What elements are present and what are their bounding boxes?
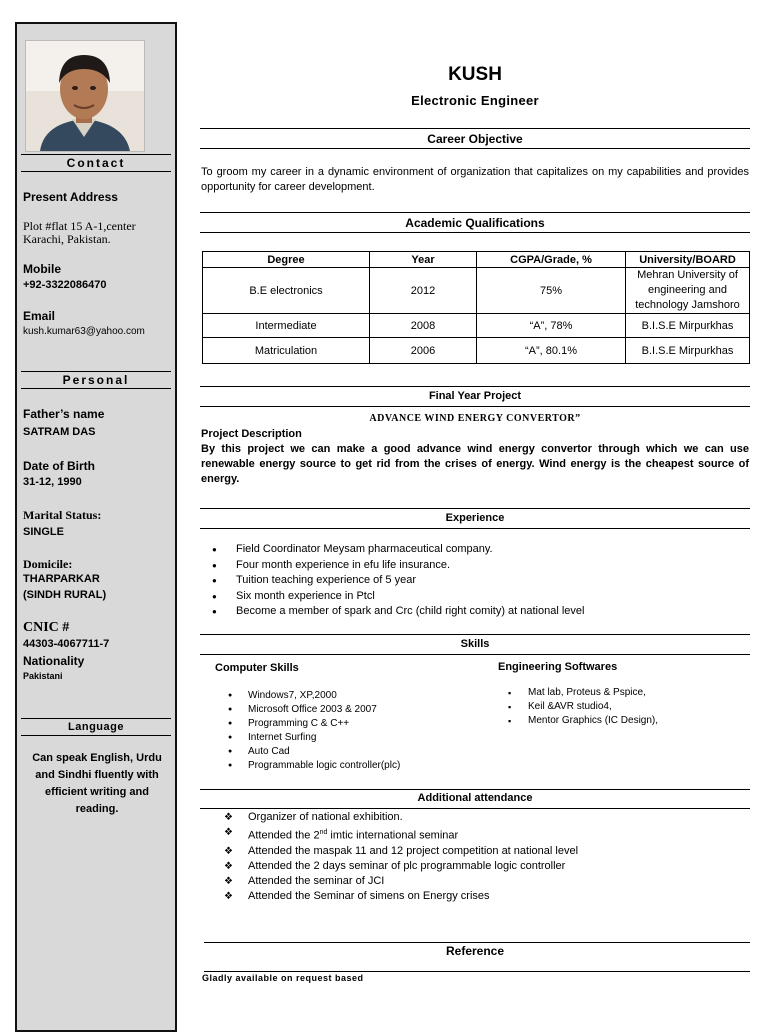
table-cell: 75% xyxy=(477,268,626,314)
dob-label: Date of Birth xyxy=(23,459,95,473)
list-item: ● Field Coordinator Meysam pharmaceutical company. xyxy=(212,542,584,558)
divider xyxy=(200,128,750,129)
sidebar xyxy=(15,22,177,1032)
computer-skills-heading: Computer Skills xyxy=(215,662,299,674)
table-row xyxy=(203,314,750,338)
table-cell: “A”, 80.1% xyxy=(477,338,626,364)
list-item: ● Microsoft Office 2003 & 2007 xyxy=(226,703,400,717)
table-header-row xyxy=(203,252,750,268)
nationality-label: Nationality xyxy=(23,654,85,668)
table-cell: 2008 xyxy=(370,314,477,338)
table-row xyxy=(203,268,750,314)
final-year-project-heading: Final Year Project xyxy=(428,390,522,402)
divider xyxy=(200,528,750,529)
marital-status-label: Marital Status: xyxy=(23,508,102,522)
contact-heading: Contact xyxy=(21,154,171,172)
present-address-label: Present Address xyxy=(23,190,118,204)
address-line-2: Karachi, Pakistan. xyxy=(23,232,111,246)
career-objective-text: To groom my career in a dynamic environment of organization that capitalizes on my capabilities and provides opportunity for career development. xyxy=(201,166,749,193)
email-address: kush.kumar63@yahoo.com xyxy=(23,326,145,337)
father-name-label: Father’s name xyxy=(23,407,105,421)
list-item: ● Internet Surfing xyxy=(226,731,400,745)
table-cell: 2012 xyxy=(370,268,477,314)
divider xyxy=(200,654,750,655)
skills-heading: Skills xyxy=(460,638,490,650)
academic-table xyxy=(202,251,750,364)
list-item: ❖ Attended the seminar of JCI xyxy=(224,874,578,889)
attendance-list xyxy=(224,810,578,904)
list-item: ● Programming C & C++ xyxy=(226,717,400,731)
reference-text: Gladly available on request based xyxy=(202,973,364,983)
divider xyxy=(200,634,750,635)
dob: 31-12, 1990 xyxy=(23,476,82,488)
table-cell: B.I.S.E Mirpurkhas xyxy=(626,338,750,364)
engineering-softwares-list xyxy=(506,686,658,728)
list-item: ● Four month experience in efu life insurance. xyxy=(212,558,584,574)
list-item: ▪ Mat lab, Proteus & Pspice, xyxy=(506,686,658,700)
experience-list xyxy=(212,542,584,620)
table-cell: 2006 xyxy=(370,338,477,364)
table-cell: “A”, 78% xyxy=(477,314,626,338)
attendance-text: imtic international seminar xyxy=(327,829,459,842)
project-title: ADVANCE WIND ENERGY CONVERTOR” xyxy=(369,413,581,424)
profile-photo-image xyxy=(26,41,144,151)
table-cell: Mehran University of engineering and technology Jamshoro xyxy=(626,268,750,314)
column-header: Year xyxy=(370,252,477,268)
domicile-line-1: THARPARKAR xyxy=(23,573,100,585)
computer-skills-list xyxy=(226,689,400,773)
divider xyxy=(200,212,750,213)
domicile-label: Domicile: xyxy=(23,557,73,571)
list-item: ❖ Organizer of national exhibition. xyxy=(224,810,578,825)
table-cell: Matriculation xyxy=(203,338,370,364)
career-objective-heading: Career Objective xyxy=(427,132,523,146)
mobile-label: Mobile xyxy=(23,262,61,276)
table-cell: B.E electronics xyxy=(203,268,370,314)
mobile-number: +92-3322086470 xyxy=(23,279,107,291)
email-label: Email xyxy=(23,309,56,323)
address-line-1: Plot #flat 15 A-1,center xyxy=(23,219,136,233)
table-cell: Intermediate xyxy=(203,314,370,338)
nationality: Pakistani xyxy=(23,671,63,681)
reference-heading: Reference xyxy=(445,944,505,958)
additional-attendance-heading: Additional attendance xyxy=(417,792,533,804)
language-heading: Language xyxy=(21,718,171,736)
candidate-title: Electronic Engineer xyxy=(411,93,539,108)
cnic-number: 44303-4067711-7 xyxy=(23,638,110,650)
table-cell: B.I.S.E Mirpurkhas xyxy=(626,314,750,338)
project-description: By this project we can make a good advance wind energy convertor through which we can use renewable energy source to get rid from the crises of energy. Wind energy is the cheapest source of energy. xyxy=(201,443,749,485)
divider xyxy=(200,406,750,407)
father-name: SATRAM DAS xyxy=(23,426,96,438)
list-item: ❖ Attended the 2 days seminar of plc programmable logic controller xyxy=(224,859,578,874)
attendance-text: Attended the 2 xyxy=(248,829,320,842)
divider xyxy=(200,232,750,233)
list-item: ❖ Attended the maspak 11 and 12 project competition at national level xyxy=(224,844,578,859)
experience-heading: Experience xyxy=(445,512,505,524)
divider xyxy=(200,508,750,509)
divider xyxy=(200,386,750,387)
table-row xyxy=(203,338,750,364)
divider xyxy=(204,942,750,943)
list-item: ● Auto Cad xyxy=(226,745,400,759)
list-item: ● Windows7, XP,2000 xyxy=(226,689,400,703)
list-item: ▪ Keil &AVR studio4, xyxy=(506,700,658,714)
domicile-line-2: (SINDH RURAL) xyxy=(23,589,107,601)
divider xyxy=(200,808,750,809)
divider xyxy=(200,148,750,149)
divider xyxy=(200,789,750,790)
candidate-name: KUSH xyxy=(448,64,502,85)
main-content xyxy=(200,0,750,1024)
engineering-softwares-heading: Engineering Softwares xyxy=(498,661,618,673)
divider xyxy=(204,971,750,972)
column-header: University/BOARD xyxy=(626,252,750,268)
list-item: ● Tuition teaching experience of 5 year xyxy=(212,573,584,589)
cnic-label: CNIC # xyxy=(23,620,70,635)
personal-heading: Personal xyxy=(21,371,171,389)
column-header: CGPA/Grade, % xyxy=(477,252,626,268)
list-item: ● Six month experience in Ptcl xyxy=(212,589,584,605)
academic-heading: Academic Qualifications xyxy=(405,216,545,230)
column-header: Degree xyxy=(203,252,370,268)
ordinal-suffix: nd xyxy=(319,829,328,836)
profile-photo xyxy=(25,40,145,152)
marital-status: SINGLE xyxy=(23,526,64,538)
list-item: ▪ Mentor Graphics (IC Design), xyxy=(506,714,658,728)
list-item xyxy=(224,825,578,844)
list-item: ❖ Attended the Seminar of simens on Energy crises xyxy=(224,889,578,904)
list-item: ● Become a member of spark and Crc (child right comity) at national level xyxy=(212,604,584,620)
language-text: Can speak English, Urdu and Sindhi fluently with efficient writing and reading. xyxy=(32,752,162,815)
project-description-label: Project Description xyxy=(201,428,302,440)
list-item: ● Programmable logic controller(plc) xyxy=(226,759,400,773)
